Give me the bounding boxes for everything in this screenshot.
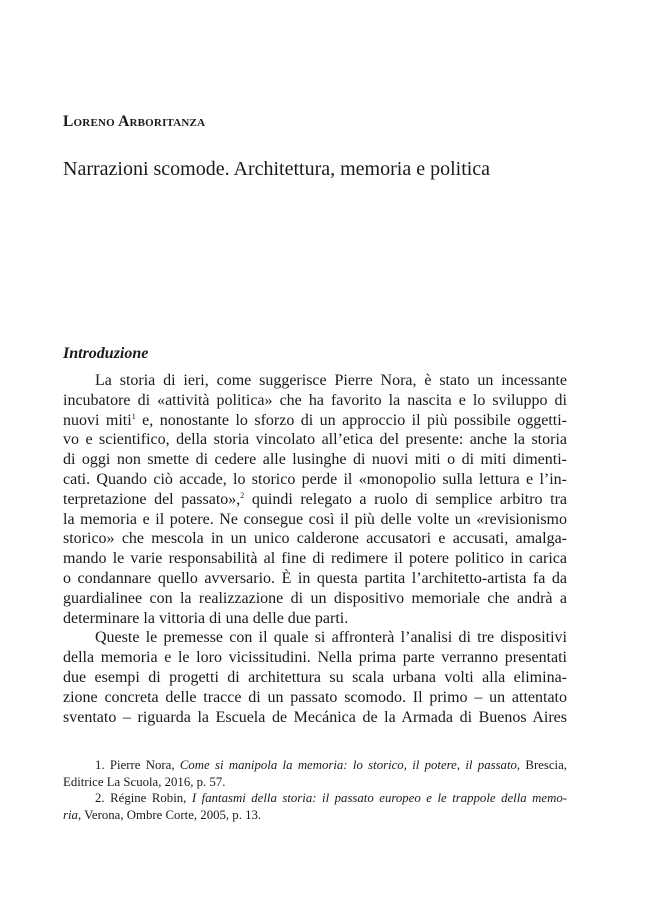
footnote-ref-1[interactable]: 1 bbox=[131, 411, 136, 421]
text-line bbox=[63, 490, 567, 510]
footnote-title: ria bbox=[63, 807, 78, 822]
text-line bbox=[63, 411, 567, 431]
text-line: storico» che mescola in un unico calderone accusatori e accusati, amalga- bbox=[63, 530, 567, 548]
text-line: determinare la vittoria di una delle due parti. bbox=[63, 609, 349, 627]
body-text bbox=[63, 371, 567, 727]
footnote-1-cont: Editrice La Scuola, 2016, p. 57. bbox=[63, 774, 226, 789]
text-span: terpretazione del passato», bbox=[63, 490, 241, 508]
footnote-2-cont bbox=[63, 807, 567, 824]
text-line: due esempi di progetti di architettura su scala urbana volti alla elimina- bbox=[63, 668, 567, 686]
text-line: La storia di ieri, come suggerisce Pierre Nora, è stato un incessante bbox=[95, 372, 567, 389]
footnote-number: 1. Pierre Nora, bbox=[95, 758, 180, 772]
text-line: cati. Quando ciò accade, lo storico perde il «monopolio sulla lettura e l’in- bbox=[63, 470, 567, 488]
text-span: quindi relegato a ruolo di semplice arbitro tra bbox=[244, 490, 567, 508]
footnote-title: I fantasmi della storia: il passato europeo e le trappole della memo- bbox=[191, 791, 567, 805]
footnote-text: , Verona, Ombre Corte, 2005, p. 13. bbox=[77, 807, 262, 822]
text-line: della memoria e le loro vicissitudini. Nella prima parte verranno presentati bbox=[63, 649, 567, 667]
footnote-number: 2. Régine Robin, bbox=[95, 791, 192, 805]
text-line: la memoria e il potere. Ne consegue così il più delle volte un «revisionismo bbox=[63, 510, 567, 528]
text-line: mando le varie responsabilità al fine di redimere il potere politico in carica bbox=[63, 550, 567, 568]
text-line: di oggi non smette di cedere alle lusinghe di nuovi miti o di miti dimenti- bbox=[63, 451, 567, 469]
text-line: sventato – riguarda la Escuela de Mecánica de la Armada di Buenos Aires bbox=[63, 708, 567, 726]
text-line: vo e scientifico, della storia vincolato all’etica del presente: anche la storia bbox=[63, 431, 567, 449]
author-name: Loreno Arboritanza bbox=[63, 113, 206, 130]
text-line: zione concreta delle tracce di un passato scomodo. Il primo – un attentato bbox=[63, 688, 567, 706]
footnote-text: , Brescia, bbox=[516, 758, 567, 772]
chapter-title: Narrazioni scomode. Architettura, memoria e politica bbox=[63, 158, 491, 180]
section-heading: Introduzione bbox=[63, 345, 149, 362]
text-line: o condannare quello avversario. È in questa partita l’architetto-artista fa da bbox=[63, 569, 567, 587]
footnote-ref-2[interactable]: 2 bbox=[240, 490, 245, 500]
text-span: e, nonostante lo sforzo di un approccio il più possibile oggetti- bbox=[135, 411, 567, 429]
footnote-1 bbox=[63, 757, 567, 774]
footnote-title: Come si manipola la memoria: lo storico, il potere, il passato bbox=[179, 758, 517, 772]
text-line: Queste le premesse con il quale si affronterà l’analisi di tre dispositivi bbox=[95, 629, 567, 647]
footnotes bbox=[63, 757, 567, 823]
text-line: incubatore di «attività politica» che ha favorito la nascita e lo sviluppo di bbox=[63, 391, 567, 409]
text-line: guardialinee con la realizzazione di un dispositivo memoriale che andrà a bbox=[63, 589, 567, 607]
footnote-2 bbox=[63, 790, 567, 807]
text-span: nuovi miti bbox=[63, 411, 132, 429]
